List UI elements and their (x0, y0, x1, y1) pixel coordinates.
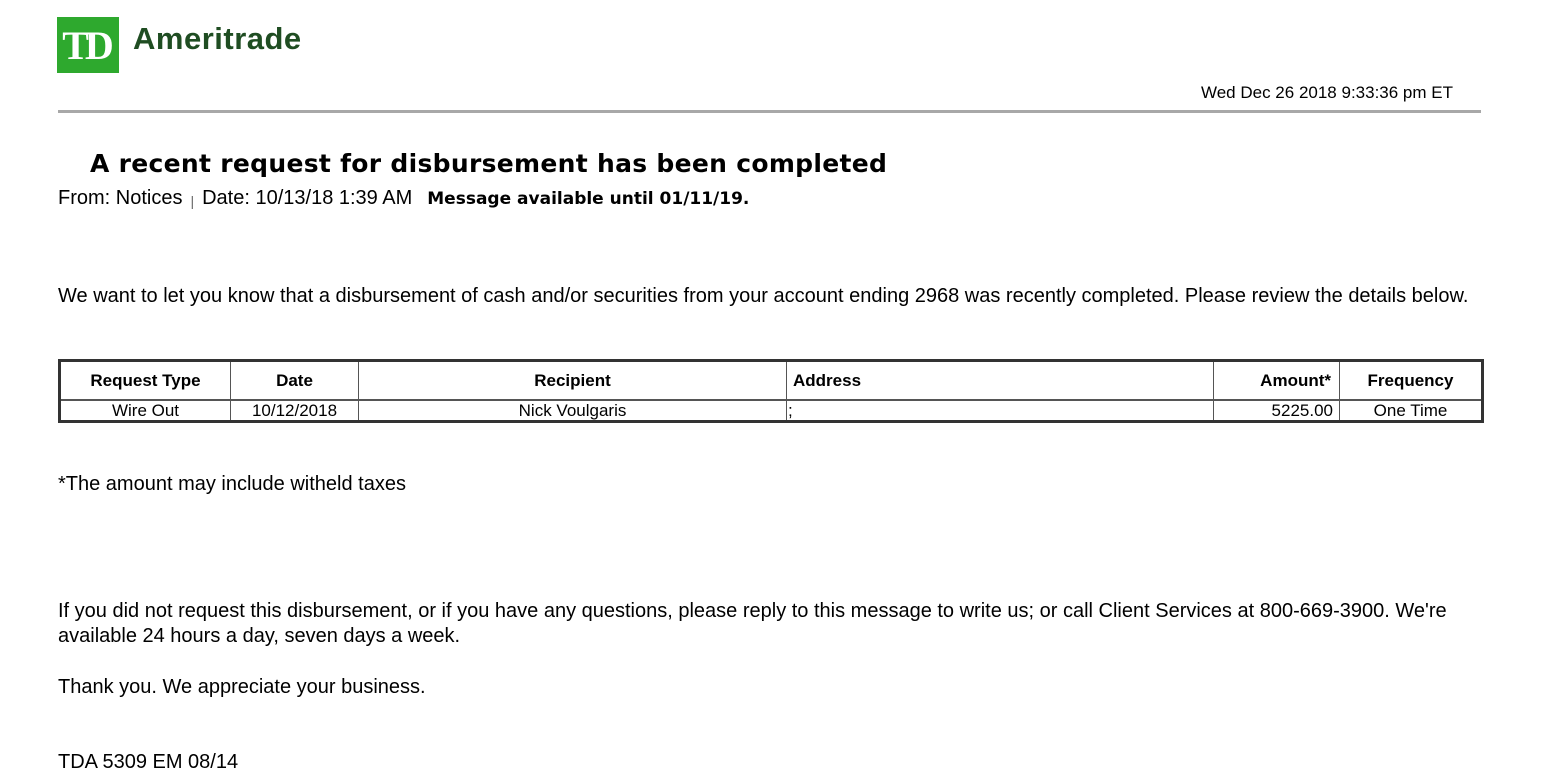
message-from: From: Notices (58, 187, 183, 209)
contact-paragraph: If you did not request this disbursement, or if you have any questions, please reply to this message to write us; or call Client Services at 800-669-3900. We're available 24 hours a day, seven days a week. (58, 600, 1447, 647)
col-header-amount: Amount* (1214, 361, 1340, 401)
thanks-paragraph: Thank you. We appreciate your business. (58, 676, 426, 698)
footer-code: TDA 5309 EM 08/14 (58, 751, 239, 773)
col-header-recipient: Recipient (359, 361, 787, 401)
td-logo-mark: TD (57, 17, 119, 73)
message-date: Date: 10/13/18 1:39 AM (202, 187, 413, 209)
amount-note: *The amount may include witheld taxes (58, 473, 406, 495)
td-ameritrade-logo (57, 17, 302, 73)
intro-paragraph: We want to let you know that a disbursement of cash and/or securities from your account ending 2968 was recently completed. Please review the details below. (58, 285, 1469, 307)
col-header-request-type: Request Type (60, 361, 231, 401)
cell-address: ; (787, 400, 1214, 422)
table-row (60, 400, 1483, 422)
cell-recipient: Nick Voulgaris (359, 400, 787, 422)
meta-separator: | (190, 193, 195, 209)
col-header-address: Address (787, 361, 1214, 401)
message-meta (58, 187, 749, 210)
cell-request-type: Wire Out (60, 400, 231, 422)
message-title: A recent request for disbursement has been completed (90, 149, 888, 178)
table-header-row (60, 361, 1483, 401)
cell-date: 10/12/2018 (231, 400, 359, 422)
col-header-date: Date (231, 361, 359, 401)
header-divider (58, 110, 1481, 113)
logo-wordmark: Ameritrade (133, 21, 302, 56)
disbursement-table (58, 359, 1484, 423)
cell-amount: 5225.00 (1214, 400, 1340, 422)
cell-frequency: One Time (1340, 400, 1483, 422)
message-availability: Message available until 01/11/19. (427, 189, 750, 209)
page-timestamp: Wed Dec 26 2018 9:33:36 pm ET (1200, 83, 1453, 102)
col-header-frequency: Frequency (1340, 361, 1483, 401)
